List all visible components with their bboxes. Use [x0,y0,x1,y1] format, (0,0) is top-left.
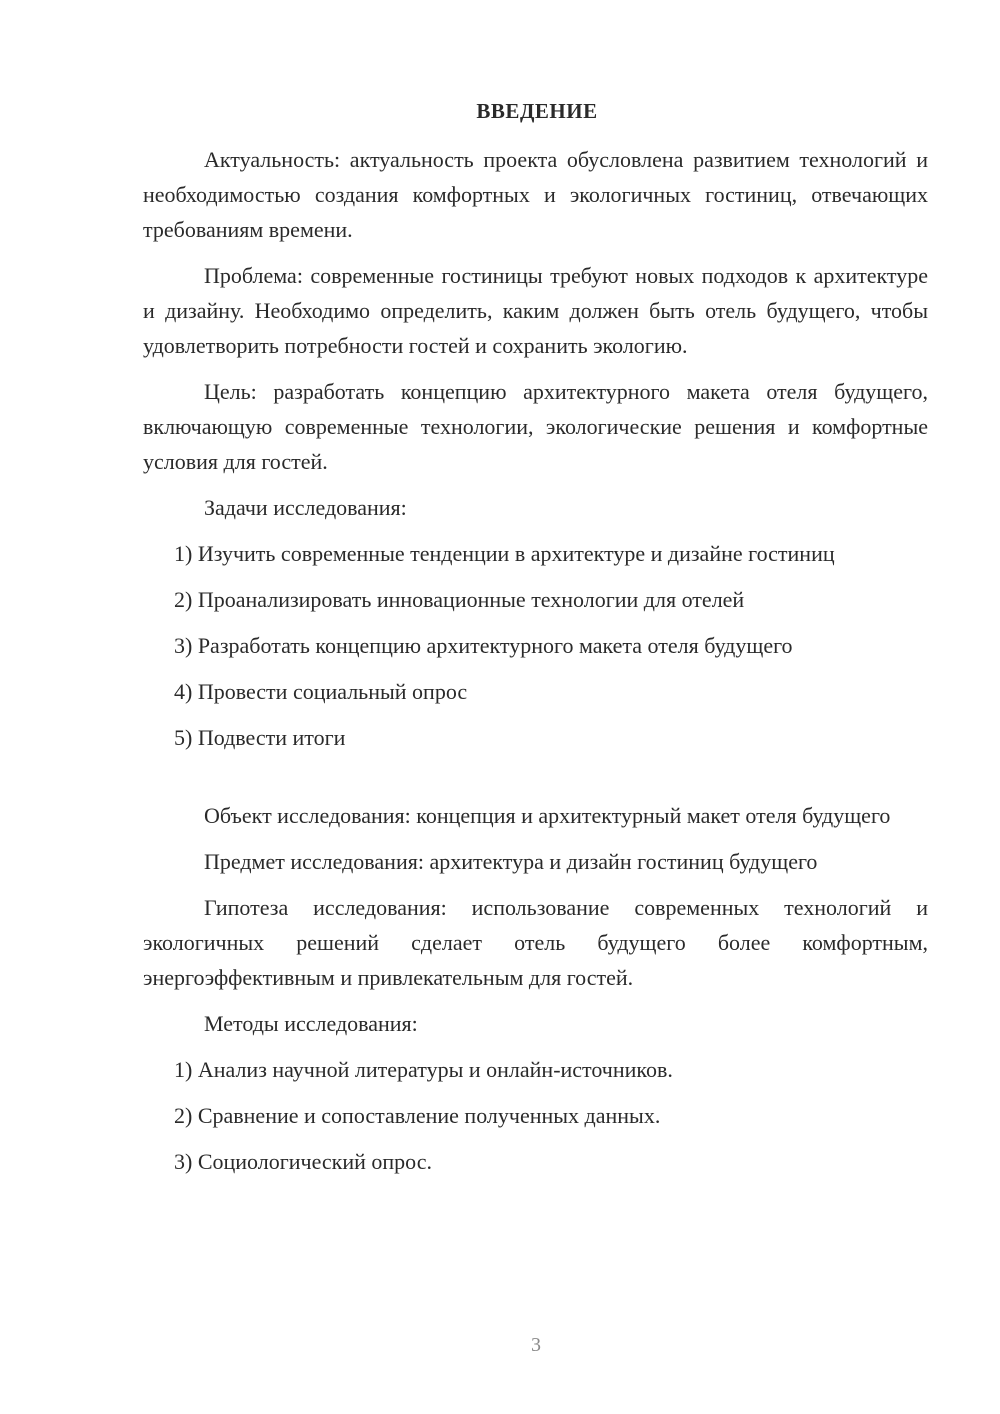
problem-paragraph: Проблема: современные гостиницы требуют новых подходов к архитектуре и дизайну. Необходимо определить, каким должен быть отель будущего, чтобы удовлетворить потребности гостей и сохранить экологию. [143,263,928,358]
section-title: ВВЕДЕНИЕ [476,99,598,123]
task-item: 5) Подвести итоги [174,725,346,750]
method-item: 2) Сравнение и сопоставление полученных данных. [174,1103,661,1128]
task-item: 1) Изучить современные тенденции в архитектуре и дизайне гостиниц [174,541,835,566]
subject-paragraph: Предмет исследования: архитектура и дизайн гостиниц будущего [204,849,818,874]
goal-paragraph: Цель: разработать концепцию архитектурного макета отеля будущего, включающую современные технологии, экологические решения и комфортные условия для гостей. [143,379,928,474]
method-item: 1) Анализ научной литературы и онлайн-источников. [174,1057,673,1082]
task-item: 3) Разработать концепцию архитектурного макета отеля будущего [174,633,793,658]
tasks-heading: Задачи исследования: [204,495,407,520]
relevance-paragraph: Актуальность: актуальность проекта обусловлена развитием технологий и необходимостью создания комфортных и экологичных гостиниц, отвечающих требованиям времени. [143,147,928,242]
object-paragraph: Объект исследования: концепция и архитектурный макет отеля будущего [204,803,891,828]
task-item: 2) Проанализировать инновационные технологии для отелей [174,587,745,612]
methods-heading: Методы исследования: [204,1011,418,1036]
method-item: 3) Социологический опрос. [174,1149,432,1174]
body-text-lower [143,798,928,1179]
body-text-upper [143,142,928,755]
page-number: 3 [531,1334,541,1356]
task-item: 4) Провести социальный опрос [174,679,468,704]
hypothesis-paragraph: Гипотеза исследования: использование современных технологий и экологичных решений сделает отель будущего более комфортным, энергоэффективным и привлекательным для гостей. [143,895,928,990]
